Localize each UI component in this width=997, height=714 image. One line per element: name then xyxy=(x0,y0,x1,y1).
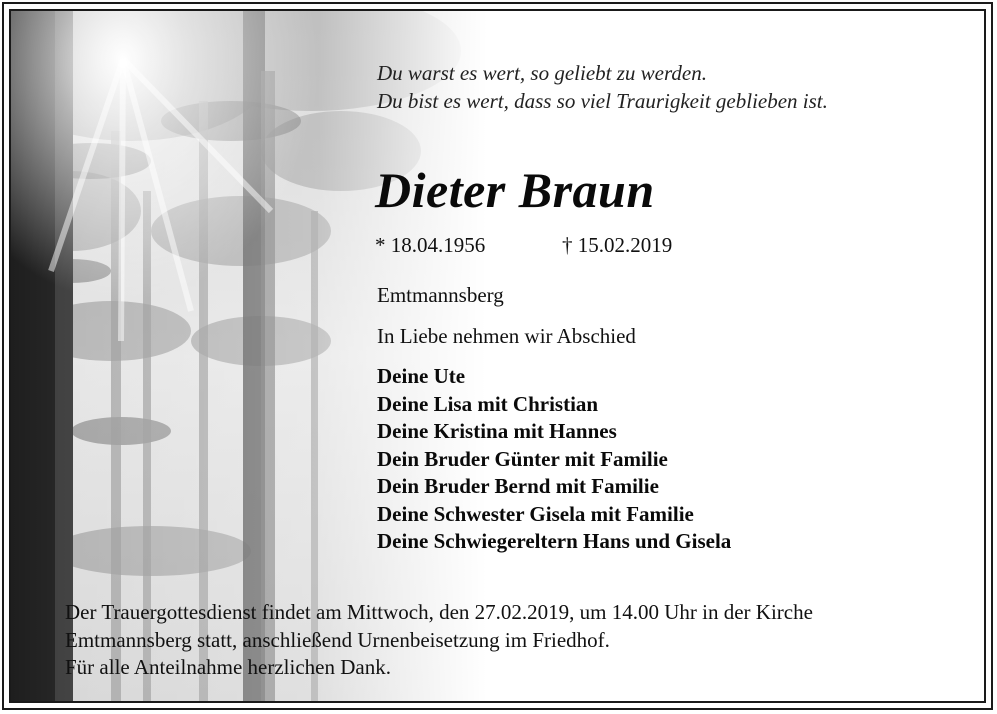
birth-date: * 18.04.1956 xyxy=(375,233,486,257)
service-notice xyxy=(65,599,813,682)
death-date: † 15.02.2019 xyxy=(562,233,673,257)
mourner: Deine Kristina mit Hannes xyxy=(377,419,617,443)
deceased-name: Dieter Braun xyxy=(375,162,655,218)
memorial-quote xyxy=(377,59,828,115)
quote-line: Du bist es wert, dass so viel Traurigkeit geblieben ist. xyxy=(377,89,828,113)
farewell-line: In Liebe nehmen wir Abschied xyxy=(377,324,636,348)
obituary-card xyxy=(9,9,986,703)
service-line: Emtmannsberg statt, anschließend Urnenbeisetzung im Friedhof. xyxy=(65,627,610,652)
hometown: Emtmannsberg xyxy=(377,283,504,307)
quote-line: Du warst es wert, so geliebt zu werden. xyxy=(377,61,707,85)
mourner: Dein Bruder Günter mit Familie xyxy=(377,446,668,471)
mourners-list xyxy=(377,363,731,556)
life-dates xyxy=(375,233,673,258)
mourner: Deine Schwiegereltern Hans und Gisela xyxy=(377,529,732,553)
mourner: Dein Bruder Bernd mit Familie xyxy=(377,474,659,498)
mourner: Deine Schwester Gisela mit Familie xyxy=(377,501,694,526)
service-line: Der Trauergottesdienst findet am Mittwoch, den 27.02.2019, um 14.00 Uhr in der Kirche xyxy=(65,600,813,624)
mourner: Deine Ute xyxy=(377,364,466,388)
mourner: Deine Lisa mit Christian xyxy=(377,391,599,416)
thanks-line: Für alle Anteilnahme herzlichen Dank. xyxy=(65,655,391,679)
